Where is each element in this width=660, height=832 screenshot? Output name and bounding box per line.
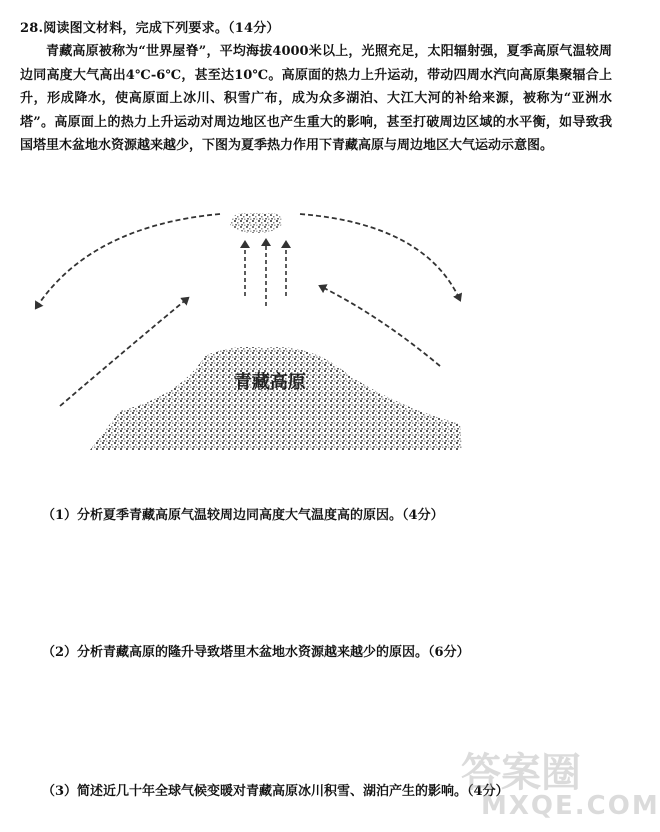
watermark-site: MXQE.COM [481,791,660,821]
watermark-brand: 答案圈 [461,750,581,796]
question-header: 28.阅读图文材料，完成下列要求。（14分） [20,21,280,36]
question-passage: 青藏高原被称为“世界屋脊”，平均海拔4000米以上，光照充足，太阳辐射强，夏季高原气温较周边同高度大气高出4℃-6℃，甚至达10℃。高原面的热力上升运动，带动四周水汽向高原集聚辐合上升，形成降水，使高原面上冰川、积雪广布，成为众多湖泊、大江大河的补给来源，被称为“亚洲水塔”。高原面上的热力上升运动对周边地区也产生重大的影响，甚至打破周边区域的水平衡，如导致我国塔里木盆地水资源越来越少，下图为夏季热力作用下青藏高原与周边地区大气运动示意图。 [20,44,612,153]
plateau-label: 青藏高原 [234,372,306,393]
subquestion-1: （1）分析夏季青藏高原气温较周边同高度大气温度高的原因。（4分） [42,508,444,523]
plateau-shape [90,347,462,450]
atmosphere-circulation-diagram [30,196,470,454]
lower-inflow-right-arrow [320,286,440,366]
rising-airflow-arrows [245,240,286,306]
cloud-icon [230,213,282,233]
subquestion-2: （2）分析青藏高原的隆升导致塔里木盆地水资源越来越少的原因。（6分） [42,645,470,660]
subquestion-3: （3）简述近几十年全球气候变暖对青藏高原冰川积雪、湖泊产生的影响。（4分） [42,784,509,799]
lower-inflow-left-arrow [60,298,188,406]
upper-outflow-left-arrow [36,214,220,308]
watermark [451,733,660,828]
